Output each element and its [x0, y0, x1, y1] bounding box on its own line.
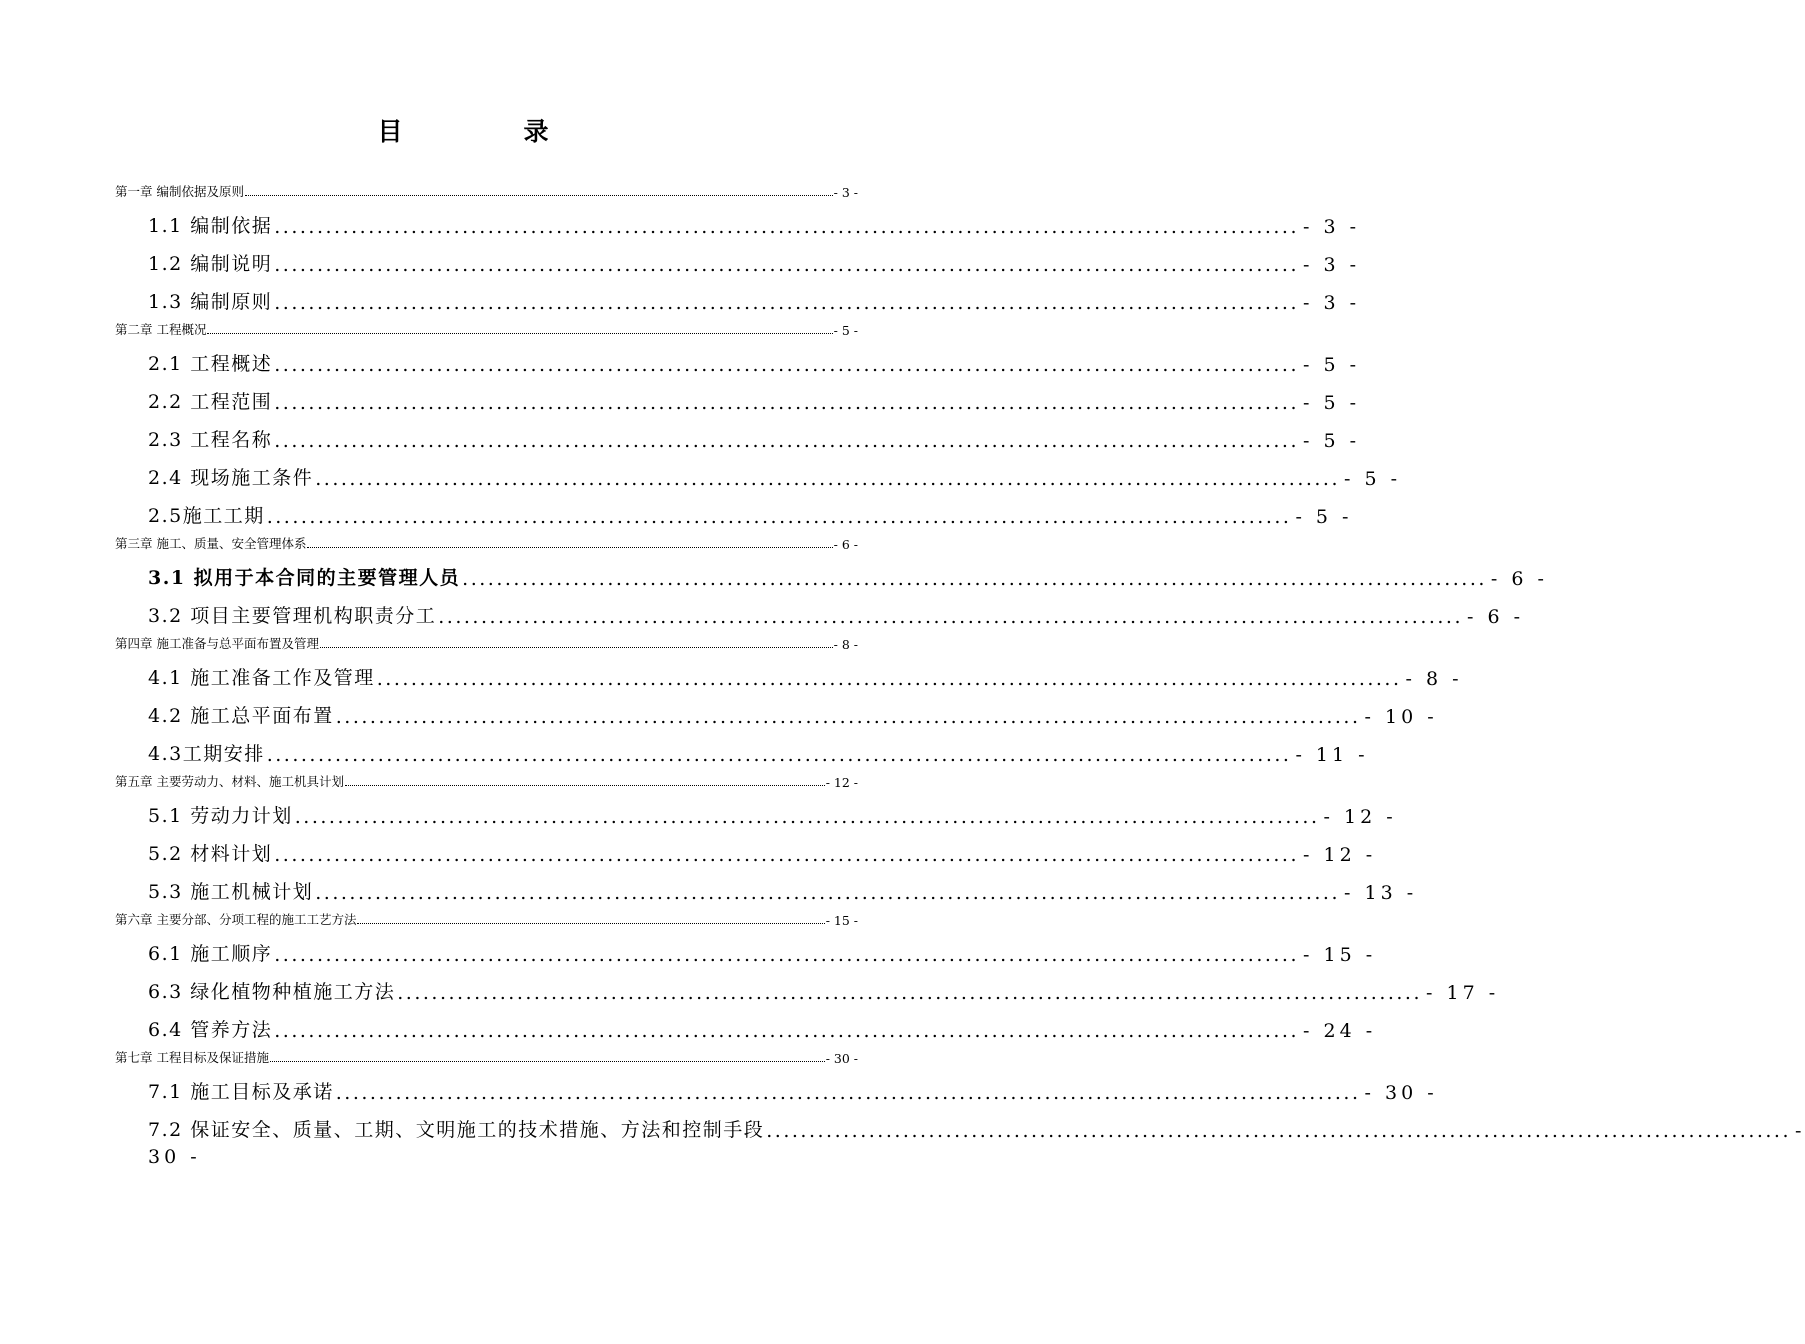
toc-page-number: - 24 - [1303, 1020, 1377, 1042]
toc-section-entry[interactable] [148, 280, 1361, 314]
toc-page-number: - 12 - [1323, 806, 1397, 828]
toc-entry-label: 7.2 保证安全、质量、工期、文明施工的技术措施、方法和控制手段 [148, 1119, 765, 1141]
toc-entry-label: 2.2 工程范围 [148, 391, 273, 413]
toc-chapter-entry[interactable] [115, 532, 858, 552]
toc-section-entry[interactable] [148, 242, 1361, 276]
toc-entry-label: 第六章 主要分部、分项工程的施工工艺方法 [115, 912, 357, 927]
toc-page-number: - 15 - [1303, 944, 1377, 966]
toc-entry-label: 4.3工期安排 [148, 743, 265, 765]
toc-entry-label: 第三章 施工、质量、安全管理体系 [115, 536, 307, 551]
toc-chapter-entry[interactable] [115, 318, 858, 338]
toc-page-number: - 8 - [833, 637, 858, 652]
toc-section-entry[interactable] [148, 204, 1361, 238]
toc-entry-label: 第四章 施工准备与总平面布置及管理 [115, 636, 319, 651]
toc-page-number: - 17 - [1426, 982, 1500, 1004]
toc-section-entry[interactable] [148, 494, 1353, 528]
toc-dot-leader [307, 544, 832, 548]
toc-page-number: - 3 - [1303, 216, 1361, 238]
toc-dot-leader [357, 920, 824, 924]
toc-title: 目 录 [377, 117, 597, 146]
toc-dot-leader [270, 1058, 825, 1062]
toc-entry-label: 第七章 工程目标及保证措施 [115, 1050, 269, 1065]
toc-dot-leader: ........................................................................................................................ [274, 844, 1300, 866]
toc-dot-leader [245, 192, 833, 196]
toc-section-entry[interactable] [148, 1008, 1377, 1042]
toc-chapter-entry[interactable] [115, 180, 858, 200]
toc-dot-leader: ........................................................................................................................ [315, 882, 1341, 904]
toc-page-number: - 12 - [825, 775, 858, 790]
toc-page-number: - 6 - [1467, 606, 1525, 628]
toc-chapter-entry[interactable] [115, 770, 858, 790]
toc-entry-label: 6.3 绿化植物种植施工方法 [148, 981, 396, 1003]
toc-page-number: - 8 - [1405, 668, 1463, 690]
toc-section-entry[interactable] [148, 456, 1402, 490]
toc-dot-leader: ........................................................................................................................ [274, 392, 1300, 414]
toc-entry-label: 7.1 施工目标及承诺 [148, 1081, 334, 1103]
toc-dot-leader: ........................................................................................................................ [274, 944, 1300, 966]
toc-entry-label: 2.1 工程概述 [148, 353, 273, 375]
toc-entry-label: 5.1 劳动力计划 [148, 805, 293, 827]
toc-page-number: - 5 - [1303, 392, 1361, 414]
toc-page-number: - 6 - [1490, 568, 1548, 590]
toc-dot-leader: ........................................................................................................................ [294, 806, 1320, 828]
toc-section-entry[interactable] [148, 694, 1438, 728]
toc-section-entry[interactable] [148, 794, 1397, 828]
toc-section-entry[interactable] [148, 342, 1361, 376]
toc-dot-leader: ........................................................................................................................ [274, 1020, 1300, 1042]
toc-dot-leader: ........................................................................................................................ [274, 430, 1300, 452]
toc-page-number: - 5 - [1295, 506, 1353, 528]
toc-dot-leader: ........................................................................................................................ [315, 468, 1341, 490]
toc-page-number: - 5 - [1303, 354, 1361, 376]
toc-dot-leader [207, 330, 832, 334]
toc-entry-label: 2.4 现场施工条件 [148, 467, 314, 489]
toc-section-entry[interactable] [148, 932, 1377, 966]
toc-dot-leader: ........................................................................................................................ [274, 292, 1300, 314]
toc-entry-label: 4.2 施工总平面布置 [148, 705, 334, 727]
toc-page-number: - 10 - [1364, 706, 1438, 728]
toc-entry-label: 1.1 编制依据 [148, 215, 273, 237]
toc-section-entry[interactable] [148, 970, 1500, 1004]
toc-section-entry[interactable] [148, 1108, 1805, 1142]
toc-dot-leader: ........................................................................................................................ [335, 1082, 1361, 1104]
toc-page-number: - [1795, 1120, 1805, 1142]
toc-entry-label: 1.2 编制说明 [148, 253, 273, 275]
toc-page-number: - 15 - [825, 913, 858, 928]
toc-page-number-continuation: 30 - [148, 1146, 201, 1168]
toc-page-number: - 6 - [833, 537, 858, 552]
toc-page-number: - 5 - [1344, 468, 1402, 490]
toc-section-entry[interactable] [148, 870, 1418, 904]
toc-dot-leader: ........................................................................................................................ [274, 216, 1300, 238]
toc-page-number: - 13 - [1344, 882, 1418, 904]
toc-page-number: - 5 - [833, 323, 858, 338]
toc-page-number: - 30 - [1364, 1082, 1438, 1104]
toc-dot-leader: ........................................................................................................................ [438, 606, 1464, 628]
toc-entry-label: 2.5施工工期 [148, 505, 265, 527]
toc-page-number: - 30 - [825, 1051, 858, 1066]
toc-entry-label: 4.1 施工准备工作及管理 [148, 667, 375, 689]
toc-dot-leader [320, 644, 833, 648]
toc-page-number: - 11 - [1295, 744, 1369, 766]
toc-entry-label: 2.3 工程名称 [148, 429, 273, 451]
toc-page-number: - 3 - [1303, 254, 1361, 276]
toc-chapter-entry[interactable] [115, 632, 858, 652]
toc-entry-label: 第一章 编制依据及原则 [115, 184, 244, 199]
toc-entry-label: 第二章 工程概况 [115, 322, 207, 337]
toc-section-entry[interactable] [148, 594, 1525, 628]
toc-dot-leader: ........................................................................................................................ [266, 744, 1292, 766]
toc-section-entry[interactable] [148, 732, 1369, 766]
toc-page-number: - 5 - [1303, 430, 1361, 452]
toc-section-entry[interactable] [148, 556, 1548, 590]
toc-entry-label: 第五章 主要劳动力、材料、施工机具计划 [115, 774, 344, 789]
toc-dot-leader [345, 782, 825, 786]
toc-section-entry[interactable] [148, 418, 1361, 452]
toc-page-number: - 3 - [833, 185, 858, 200]
toc-chapter-entry[interactable] [115, 908, 858, 928]
toc-section-entry[interactable] [148, 656, 1463, 690]
toc-dot-leader: ........................................................................................................................ [274, 254, 1300, 276]
toc-entry-label: 3.2 项目主要管理机构职责分工 [148, 605, 437, 627]
toc-entry-label: 3.1 拟用于本合同的主要管理人员 [148, 567, 461, 589]
toc-entry-label: 5.3 施工机械计划 [148, 881, 314, 903]
toc-section-entry[interactable] [148, 832, 1377, 866]
toc-entry-label: 6.1 施工顺序 [148, 943, 273, 965]
toc-dot-leader: ........................................................................................................................ [397, 982, 1423, 1004]
toc-entry-label: 6.4 管养方法 [148, 1019, 273, 1041]
toc-page-number: - 12 - [1303, 844, 1377, 866]
toc-dot-leader: ........................................................................................................................ [766, 1120, 1792, 1142]
toc-entry-label: 1.3 编制原则 [148, 291, 273, 313]
toc-section-entry[interactable] [148, 1070, 1438, 1104]
toc-page-number: - 3 - [1303, 292, 1361, 314]
toc-chapter-entry[interactable] [115, 1046, 858, 1066]
toc-dot-leader: ........................................................................................................................ [266, 506, 1292, 528]
toc-dot-leader: ........................................................................................................................ [335, 706, 1361, 728]
toc-section-entry[interactable] [148, 380, 1361, 414]
toc-dot-leader: ........................................................................................................................ [462, 568, 1487, 590]
toc-dot-leader: ........................................................................................................................ [274, 354, 1300, 376]
toc-dot-leader: ........................................................................................................................ [376, 668, 1402, 690]
toc-entry-label: 5.2 材料计划 [148, 843, 273, 865]
